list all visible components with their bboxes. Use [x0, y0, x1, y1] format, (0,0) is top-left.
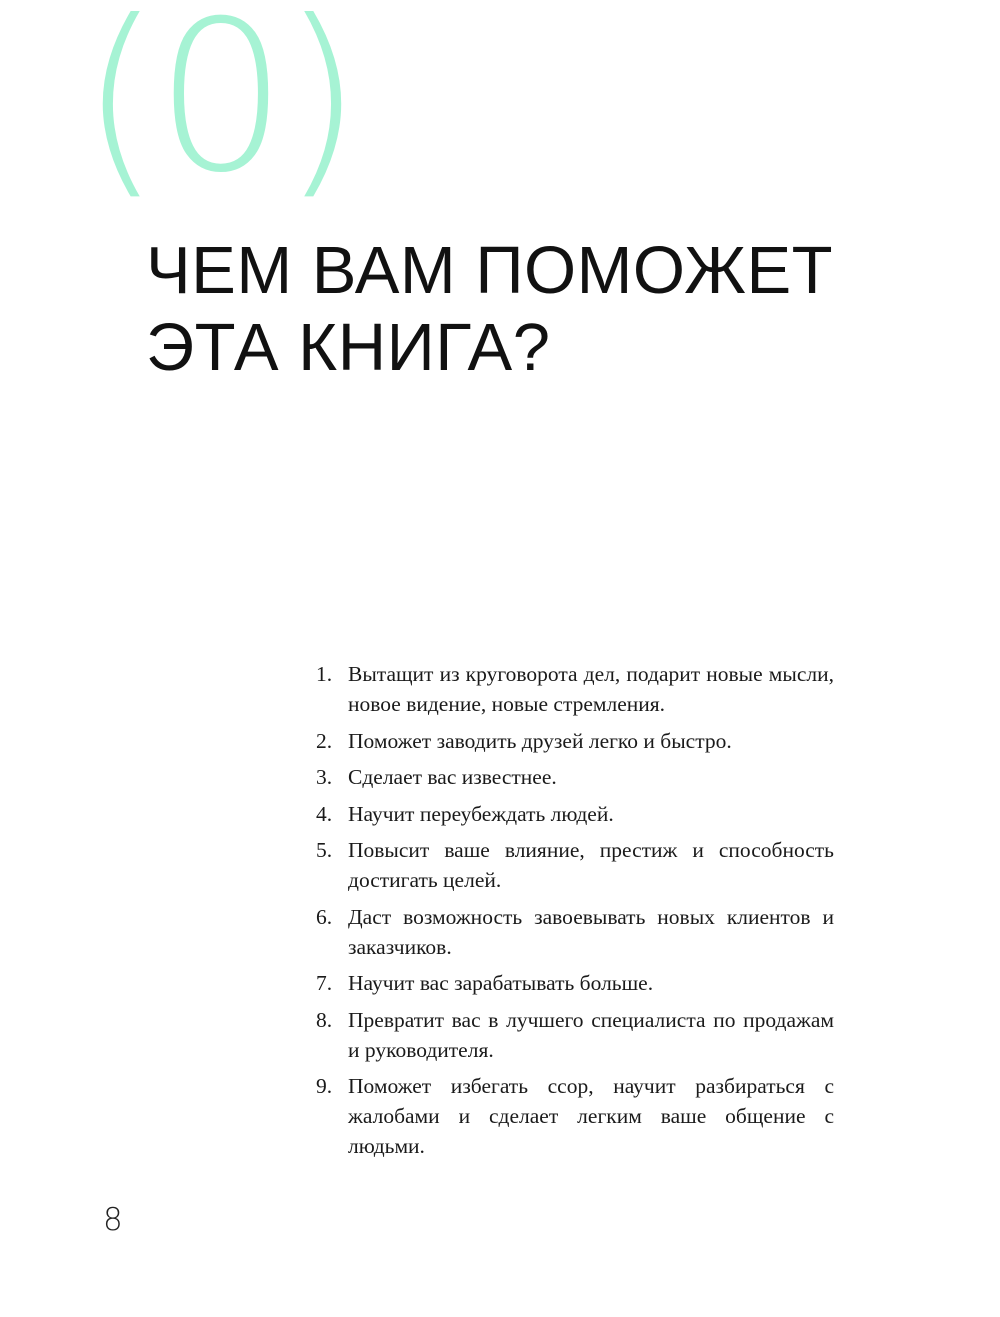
list-item-text: Научит переубеждать людей. [348, 801, 614, 826]
list-item-text: Вытащит из круговорота дел, подарит новые мысли, новое видение, новые стремления. [348, 662, 834, 716]
page-number: 8 [103, 1202, 123, 1238]
list-item-text: Научит вас зарабатывать больше. [348, 971, 654, 995]
list-item-number: 1. [316, 662, 333, 686]
chapter-title-line-1: ЧЕМ ВАМ ПОМОЖЕТ [146, 233, 834, 308]
list-item-number: 3. [316, 765, 333, 789]
list-item-number: 4. [316, 801, 333, 826]
benefits-list [316, 659, 834, 1168]
list-item [316, 835, 834, 895]
list-item-text: Повысит ваше влияние, престиж и способность достигать целей. [348, 838, 834, 892]
list-item [316, 1071, 834, 1161]
list-item-text: Поможет заводить друзей легко и быстро. [348, 728, 732, 753]
list-item [316, 968, 834, 998]
chapter-number-mark: (0) [80, 0, 357, 219]
list-item-number: 2. [316, 728, 333, 753]
chapter-title [146, 232, 833, 386]
list-item-number: 8. [316, 1007, 333, 1032]
list-item-number: 9. [316, 1074, 333, 1098]
list-item [316, 659, 834, 719]
list-item-text: Даст возможность завоевывать новых клиентов и заказчиков. [348, 904, 834, 959]
list-item [316, 762, 834, 792]
list-item [316, 902, 834, 962]
list-item [316, 1005, 834, 1065]
list-item-number: 7. [316, 971, 333, 995]
list-item [316, 799, 834, 829]
list-item [316, 726, 834, 756]
list-item-text: Превратит вас в лучшего специалиста по продажам и руководителя. [348, 1007, 834, 1062]
list-item-number: 6. [316, 904, 333, 929]
list-item-text: Поможет избегать ссор, научит разбираться с жалобами и сделает легким ваше общение с людьми. [348, 1074, 834, 1158]
chapter-title-line-2: ЭТА КНИГА? [146, 310, 551, 385]
list-item-text: Сделает вас известнее. [348, 765, 557, 789]
list-item-number: 5. [316, 838, 333, 862]
